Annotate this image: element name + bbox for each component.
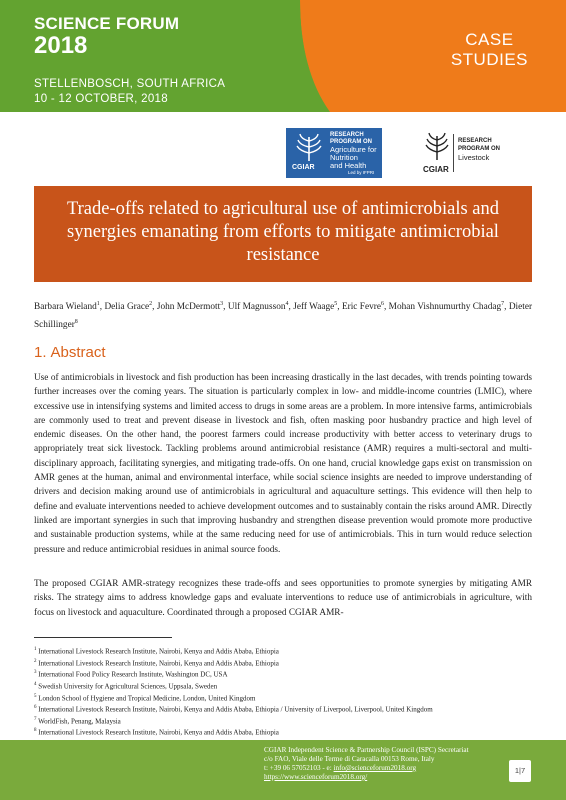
page-number: 1|7 (509, 760, 531, 782)
wheat-icon (291, 131, 327, 165)
livestock-wheat-icon (422, 130, 452, 164)
footnote (34, 692, 532, 704)
author-name: Jeff Waage (293, 302, 335, 313)
footer-address: c/o FAO, Viale delle Terme di Caracalla 00153 Rome, Italy (264, 755, 435, 763)
forum-dates: 10 - 12 OCTOBER, 2018 (34, 93, 168, 105)
footnote-number: 1 (34, 647, 37, 652)
author-separator: , (337, 302, 342, 313)
footer-contact: t: +39 06 57052103 - e: info@scienceforum2018.org (264, 764, 417, 772)
a4nh-cgiar: CGIAR (292, 164, 315, 171)
case-label-line2: STUDIES (450, 50, 528, 69)
forum-title: SCIENCE FORUM (34, 14, 180, 33)
footnote-number: 7 (34, 716, 37, 722)
case-studies-label (451, 30, 528, 70)
section-title: Abstract (50, 344, 106, 361)
author-affiliation-ref: 3 (220, 301, 224, 307)
footnote-number: 2 (34, 658, 37, 664)
author-separator: , (99, 302, 105, 313)
footnote (34, 726, 532, 738)
footnote (34, 680, 532, 692)
footnote (34, 715, 532, 727)
a4nh-program-label: RESEARCH PROGRAM ON (330, 132, 372, 145)
footnote-number: 3 (34, 670, 37, 676)
footer-website (264, 773, 367, 782)
forum-year: 2018 (34, 32, 88, 59)
footnote-text: WorldFish, Penang, Malaysia (36, 717, 121, 726)
footnote (34, 703, 532, 715)
author-separator: , (152, 302, 157, 313)
author-separator: , (288, 302, 294, 313)
logo-divider (453, 134, 454, 172)
partner-logos (0, 128, 566, 178)
footnote-number: 5 (34, 693, 37, 699)
footnote-number: 8 (34, 728, 37, 734)
footnote (34, 668, 532, 680)
footer-org: CGIAR Independent Science & Partnership Council (ISPC) Secretariat (264, 746, 469, 754)
livestock-cgiar: CGIAR (423, 165, 449, 174)
footnote-number: 4 (34, 681, 37, 687)
a4nh-led-by: Led by IFPRI (348, 170, 375, 175)
document-title: Trade-offs related to agricultural use of antimicrobials and synergies emanating from efforts to mitigate antimicrobial resistance (66, 199, 500, 265)
a4nh-name: Agriculture for Nutrition and Health (330, 145, 377, 170)
footnote-text: International Livestock Research Institute, Nairobi, Kenya and Addis Ababa, Ethiopia / University of Liverpool, Liverpool, United Kingdom (36, 705, 433, 714)
author-name: Ulf Magnusson (227, 302, 286, 313)
livestock-name: Livestock (458, 153, 490, 162)
footnote-text: London School of Hygiene and Tropical Medicine, London, United Kingdom (36, 693, 256, 702)
author-affiliation-ref: 5 (334, 301, 338, 307)
header-banner (0, 0, 566, 112)
footnote-text: Swedish University for Agricultural Sciences, Uppsala, Sweden (36, 682, 218, 691)
section-number: 1. (34, 344, 47, 361)
author-affiliation-ref: 1 (96, 301, 100, 307)
a4nh-logo (286, 128, 382, 178)
author-name: Delia Grace (104, 302, 150, 313)
livestock-logo (420, 128, 530, 178)
title-box (34, 186, 532, 282)
footnote-text: International Food Policy Research Institute, Washington DC, USA (36, 670, 228, 679)
forum-location: STELLENBOSCH, SOUTH AFRICA (34, 78, 226, 90)
footnote (34, 657, 532, 669)
footnote-list (34, 645, 532, 738)
author-name: Eric Fevre (341, 302, 381, 313)
abstract-paragraph-2: The proposed CGIAR AMR-strategy recognizes these trade-offs and sees opportunities to promote synergies by mitigating AMR risks. The strategy aims to address knowledge gaps and evaluate interventions to reduce use of antimicrobials in agriculture, with focus on livestock and aquaculture. Coordinated through a proposed CGIAR AMR- (34, 579, 532, 618)
author-name: Mohan Vishnumurthy Chadag (388, 302, 502, 313)
author-name: Dieter Schillinger (34, 302, 533, 331)
footnote (34, 645, 532, 657)
author-affiliation-ref: 8 (74, 319, 78, 326)
footnote-text: International Livestock Research Institute, Nairobi, Kenya and Addis Ababa, Ethiopia (36, 647, 279, 656)
footer-email-link[interactable]: info@scienceforum2018.org (333, 764, 417, 772)
footnote-separator (34, 637, 172, 638)
author-affiliation-ref: 6 (380, 301, 384, 307)
author-separator: , (504, 302, 509, 313)
section-heading (34, 344, 106, 361)
author-name: Barbara Wieland (34, 302, 97, 313)
author-name: John McDermott (156, 302, 221, 313)
author-list (34, 297, 532, 333)
author-affiliation-ref: 4 (285, 301, 289, 307)
footnote-text: International Livestock Research Institute, Nairobi, Kenya and Addis Ababa, Ethiopia (36, 658, 279, 667)
footer-website-link[interactable]: https://www.scienceforum2018.org/ (264, 773, 368, 781)
author-affiliation-ref: 7 (501, 301, 505, 307)
footnote-text: International Livestock Research Institute, Nairobi, Kenya and Addis Ababa, Ethiopia (36, 728, 279, 737)
author-affiliation-ref: 2 (149, 301, 153, 307)
case-label-line1: CASE (465, 30, 514, 49)
footer-bar (0, 740, 566, 800)
abstract-paragraph-1: Use of antimicrobials in livestock and fish production has been increasing drastically in the last decades, with trends pointing towards further increases over the coming years. The situation is particularly complex in low- and middle-income countries (LMIC), where excessive use in intensifying systems and limited access to drugs in some areas are a problem. In more intensive farms, antimicrobials are commonly used to treat and prevent disease in livestock and fish, often masking poor husbandry practice and high level of endemic diseases. On the other hand, the poorest farmers could increase productivity with better access to veterinary drugs to appropriately treat sick livestock. Tackling problems around antimicrobial resistance (AMR) requires a multi-sectoral and multi-disciplinary approach, facilitating synergies, and mitigating trade-offs. On one hand, crucial knowledge gaps exist on transmission on AMR genes at the human, animal and environmental interface, while social science insights are needed to improve understanding of drivers and decision making around use of antimicrobials in agricultural and aquaculture settings. This evidence will then help to define and evaluate interventions needed to achieve development outcomes and to sustainably contain the risks around AMR. Directly linked are important synergies in such that improving husbandry and strengthen disease prevention would promote more productive and sustainable production systems, while at the same reducing need for use of antimicrobials. This in turn would reduce selection pressure and reduce antimicrobial residues in animal source foods. (34, 373, 532, 555)
author-separator: , (383, 302, 389, 313)
livestock-program-label: RESEARCH PROGRAM ON (458, 138, 500, 152)
footnote-number: 6 (34, 705, 37, 711)
author-separator: , (223, 302, 228, 313)
